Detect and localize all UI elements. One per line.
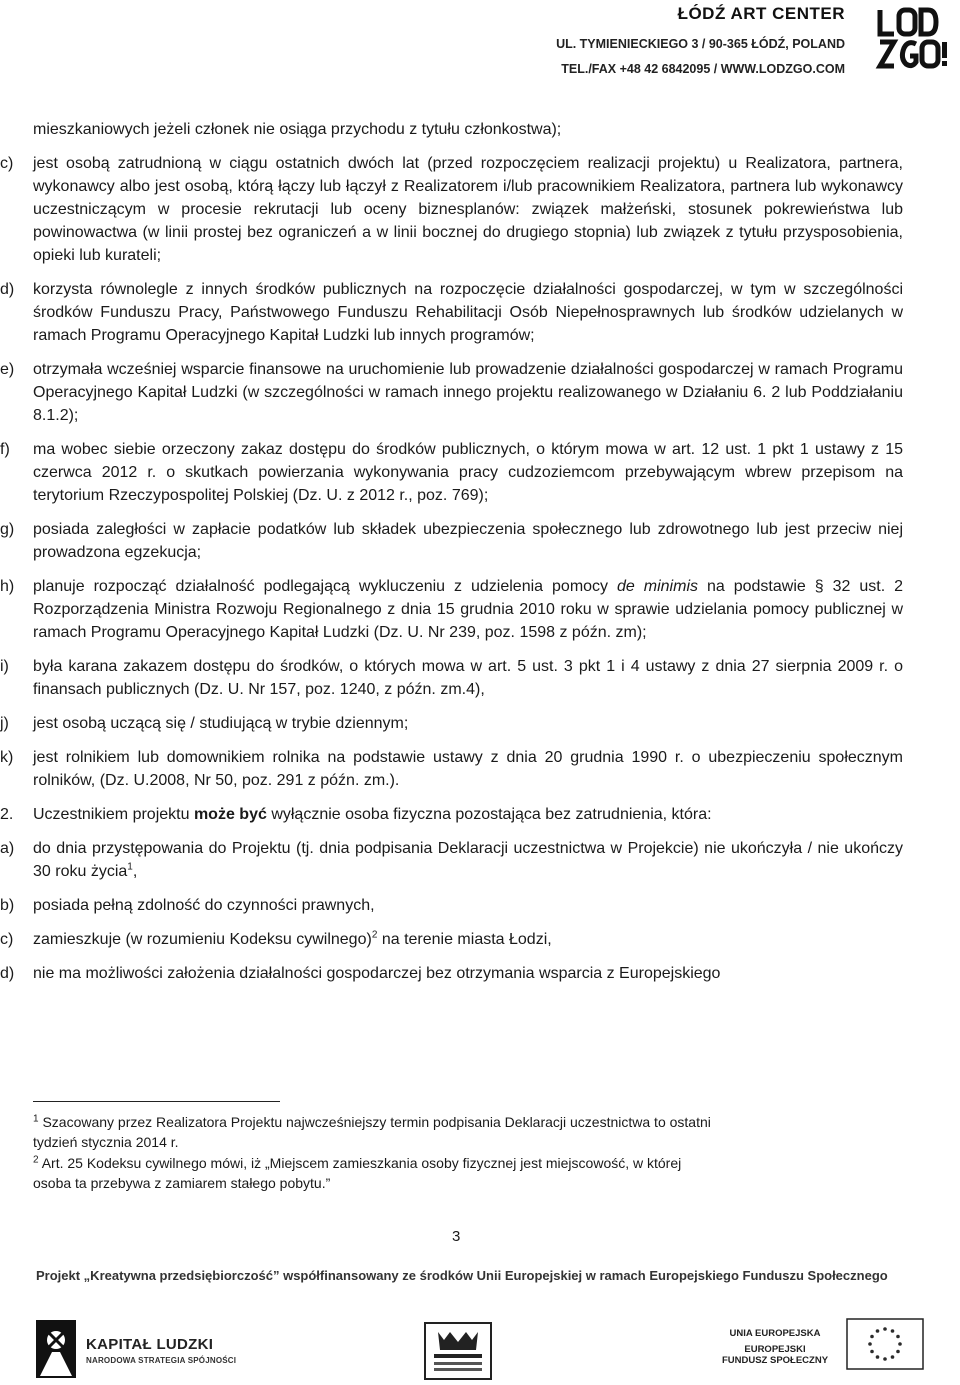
list-item: h) planuje rozpocząć działalność podlegającą wykluczeniu z udzielenia pomocy de minimis na podstawie § 32 ust. 2 Rozporządzenia Ministra Rozwoju Regionalnego z dnia 15 grudnia 2010 roku w sprawie udzielania pomocy publicznej w ramach Programu Operacyjnego Kapitał Ludzki (Dz. U. Nr 239, poz. 1598 z późn. zm); <box>0 578 903 641</box>
wup-lodz-logo-icon <box>424 1322 492 1380</box>
kl-title: KAPITAŁ LUDZKI <box>86 1336 214 1353</box>
header-org: ŁÓDŹ ART CENTER <box>677 4 845 23</box>
eu-star <box>870 1350 874 1354</box>
list-item: b) posiada pełną zdolność do czynności prawnych, <box>0 897 375 914</box>
eu-star <box>876 1355 880 1359</box>
header-address: UL. TYMIENIECKIEGO 3 / 90-365 ŁÓDŹ, POLAND <box>556 37 845 51</box>
eu-star <box>868 1342 872 1346</box>
eu-title: UNIA EUROPEJSKA <box>729 1328 821 1339</box>
page-number: 3 <box>452 1228 461 1245</box>
list-item: d) korzysta równolegle z innych środków publicznych na rozpoczęcie działalności gospodarczej, w tym w szczególności środków Funduszu Pracy, Państwowego Funduszu Rehabilitacji Osób Niepełnosprawnych lub środków udzielanych w ramach Programu Operacyjnego Kapitał Ludzki lub innych programów; <box>0 281 903 344</box>
footnote-2: $^2$ Art. 25 Kodeksu cywilnego mówi, iż „Miejscem zamieszkania osoby fizycznej jest miejscowość, w której osoba ta przebywa z zamiarem stałego pobytu.” <box>33 1154 682 1191</box>
project-line: Projekt „Kreatywna przedsiębiorczość” współfinansowany ze środków Unii Europejskiej w ramach Europejskiego Funduszu Społecznego <box>36 1268 888 1283</box>
kapital-ludzki-text <box>86 1336 236 1365</box>
section-point-2: 2. Uczestnikiem projektu może być wyłącznie osoba fizyczna pozostająca bez zatrudnienia, która: <box>0 806 712 823</box>
lodz-go-logo-icon <box>872 6 952 70</box>
list-item: e) otrzymała wcześniej wsparcie finansowe na uruchomienie lub prowadzenie działalności gospodarczej w ramach Programu Operacyjnego Kapitał Ludzki (w szczególności w ramach innego projektu realizowanego w Działaniu 6. 2 lub Poddziałaniu 8.1.2); <box>0 361 903 424</box>
list-item: k) jest rolnikiem lub domownikiem rolnika na podstawie ustawy z dnia 20 grudnia 1990 r. o ubezpieczeniu społecznym rolników, (Dz. U.2008, Nr 50, poz. 291 z późn. zm.). <box>0 749 903 789</box>
footnote-ref: 1 <box>127 861 133 873</box>
intro-line: mieszkaniowych jeżeli członek nie osiąga przychodu z tytułu członkostwa); <box>33 121 562 138</box>
list-item: f) ma wobec siebie orzeczony zakaz dostępu do środków publicznych, o którym mowa w art. 12 ust. 1 pkt 1 ustawy z 15 czerwca 2012 r. o skutkach powierzania wykonywania pracy cudzoziemcom przebywającym wbrew przepisom na terytorium Rzeczypospolitej Polskiej (Dz. U. z 2012 r., poz. 769); <box>0 441 903 504</box>
document-body <box>0 118 903 985</box>
list-item: j) jest osobą uczącą się / studiującą w trybie dziennym; <box>0 715 409 732</box>
kapital-ludzki-logo-icon <box>34 1318 78 1380</box>
eu-star <box>891 1329 895 1333</box>
eu-star <box>896 1335 900 1339</box>
emphasis: może być <box>193 806 267 823</box>
header-contact: TEL./FAX +48 42 6842095 / WWW.LODZGO.COM <box>561 62 845 76</box>
italic-term: de minimis <box>617 578 698 595</box>
list-item: i) była karana zakazem dostępu do środków, o których mowa w art. 5 ust. 3 pkt 1 i 4 ustawy z dnia 27 sierpnia 2009 r. o finansach publicznych (Dz. U. Nr 157, poz. 1240, z późn. zm.4), <box>0 658 903 698</box>
list-item: g) posiada zaległości w zapłacie podatków lub składek ubezpieczenia społecznego lub zdrowotnego lub jest przeciw niej prowadzona egzekucja; <box>0 521 903 561</box>
list-item: a) do dnia przystępowania do Projektu (tj. dnia podpisania Deklaracji uczestnictwa w Projekcie) nie ukończyła / nie ukończy 30 roku życia$^1$, <box>0 840 903 880</box>
kl-subtitle: NARODOWA STRATEGIA SPÓJNOŚCI <box>86 1356 237 1365</box>
eu-text <box>710 1328 840 1366</box>
header-block <box>540 4 845 76</box>
eu-star <box>896 1350 900 1354</box>
list-item: c) zamieszkuje (w rozumieniu Kodeksu cywilnego)$^2$ na terenie miasta Łodzi, <box>0 929 552 948</box>
list-item: d) nie ma możliwości założenia działalności gospodarczej bez otrzymania wsparcia z Europejskiego <box>0 965 721 982</box>
eu-star <box>870 1335 874 1339</box>
eu-star <box>898 1342 902 1346</box>
footnote-ref: 2 <box>371 929 378 941</box>
eu-star <box>876 1329 880 1333</box>
eu-flag-icon <box>846 1318 924 1370</box>
eu-subtitle: EUROPEJSKI FUNDUSZ SPOŁECZNY <box>721 1344 829 1366</box>
eu-star <box>883 1327 887 1331</box>
eu-star <box>883 1357 887 1361</box>
list-item: c) jest osobą zatrudnioną w ciągu ostatnich dwóch lat (przed rozpoczęciem realizacji projektu) u Realizatora, partnera, wykonawcy albo jest osobą, którą łączy lub łączył z Realizatorem i/lub pracownikiem Realizatora, partnera lub wykonawcy uczestniczącym w procesie rekrutacji lub oceny biznesplanów: związek małżeński, stosunek pokrewieństwa lub powinowactwa (w linii prostej bez ograniczeń a w linii bocznej do drugiego stopnia) lub związek z tytułu przysposobienia, opieki lub kurateli; <box>0 155 903 264</box>
footnote-divider <box>33 1101 280 1102</box>
eu-star <box>891 1355 895 1359</box>
footnote-1: $^1$ Szacowany przez Realizatora Projektu najwcześniejszy termin podpisania Deklaracji uczestnictwa to ostatni tydzień stycznia 2014 r. <box>33 1113 711 1150</box>
